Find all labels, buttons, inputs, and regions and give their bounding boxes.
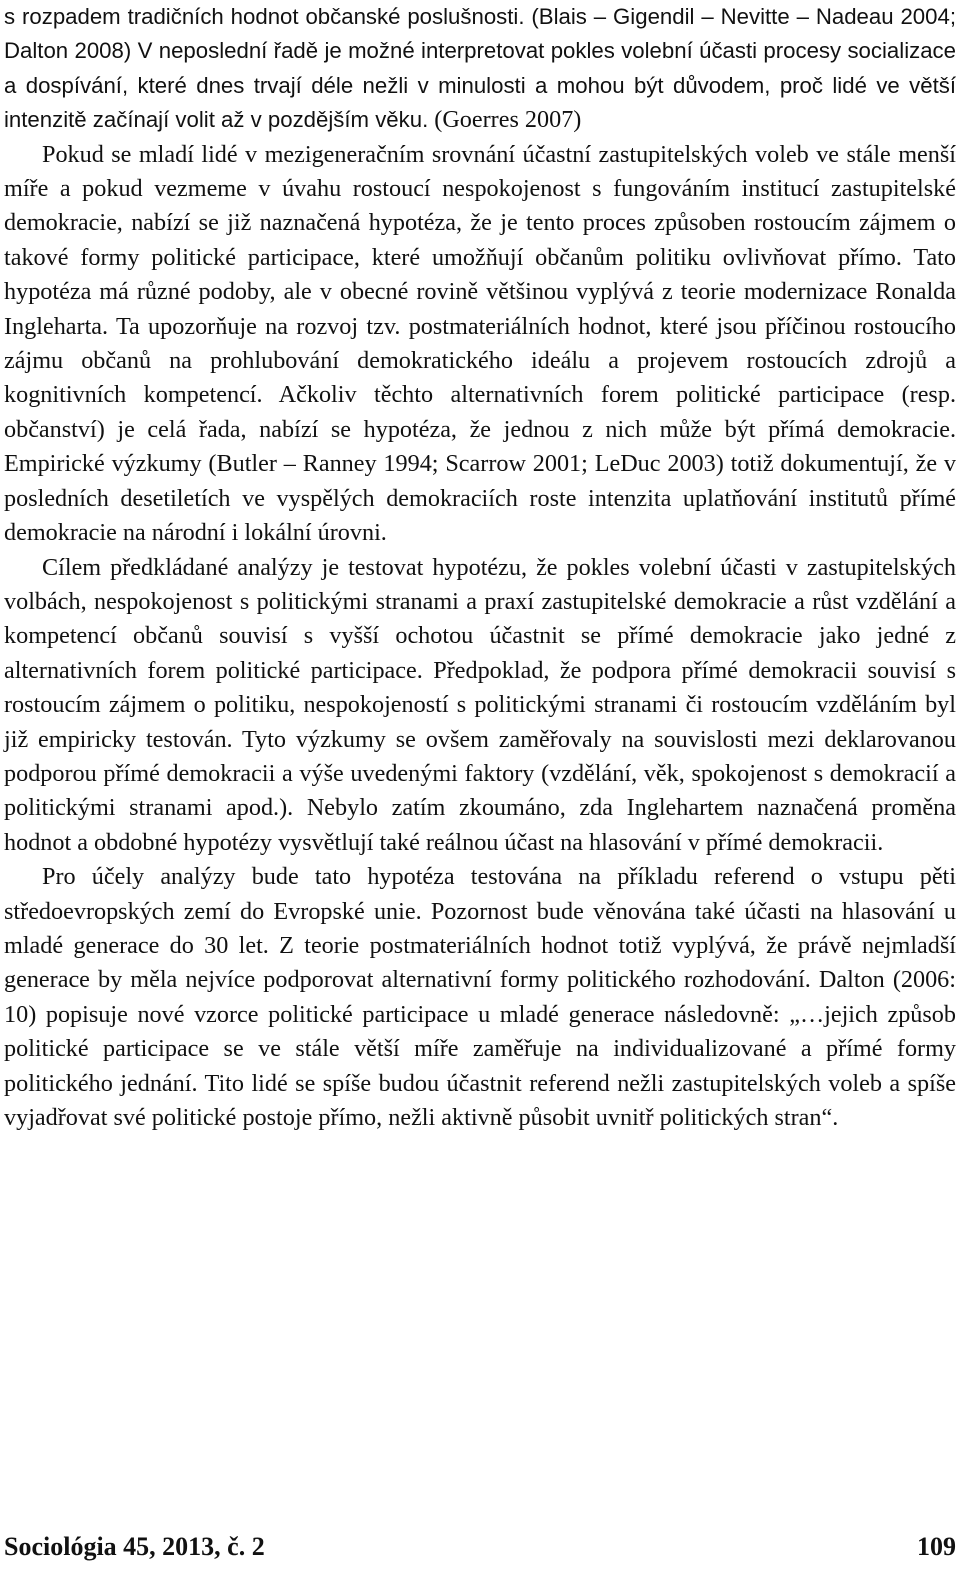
paragraph-1-citation: (Goerres 2007) bbox=[428, 106, 582, 134]
paragraph-2: Pokud se mladí lidé v mezigeneračním srovnání účastní zastupitelských voleb ve stále menší míře a pokud vezmeme v úvahu rostoucí nespokojenost s fungováním institucí zastupitelské demokracie, nabízí se již naznačená hypotéza, že je tento proces způsoben rostoucím zájmem o takové formy politické participace, které umožňují občanům politiku ovlivňovat přímo. Tato hypotéza má různé podoby, ale v obecné rovině většinou vyplývá z teorie modernizace Ronalda Ingleharta. Ta upozorňuje na rozvoj tzv. postmateriálních hodnot, které jsou příčinou rostoucího zájmu občanů na prohlubování demokratického ideálu a projevem rostoucích zdrojů a kognitivních kompetencí. Ačkoliv těchto alternativních forem politické participace (resp. občanství) je celá řada, nabízí se hypotéza, že jednou z nich může být přímá demokracie. Empirické výzkumy (Butler – Ranney 1994; Scarrow 2001; LeDuc 2003) totiž dokumentují, že v posledních desetiletích ve vyspělých demokraciích roste intenzita uplatňování institutů přímé demokracie na národní i lokální úrovni. bbox=[4, 140, 956, 547]
paragraph-1-sans-text: s rozpadem tradičních hodnot občanské poslušnosti. (Blais – Gigendil – Nevitte – Nadeau 2004; Dalton 2008) V neposlední řadě je možné interpretovat pokles volební účasti procesy socializace a dospívání, které dnes trvají déle nežli v minulosti a mohou být důvodem, proč lidé ve větší intenzitě začínají volit až v pozdějším věku. bbox=[4, 4, 956, 133]
paragraph-4: Pro účely analýzy bude tato hypotéza testována na příkladu referend o vstupu pěti středoevropských zemí do Evropské unie. Pozornost bude věnována také účasti na hlasování u mladé generace do 30 let. Z teorie postmateriálních hodnot totiž vyplývá, že právě nejmladší generace by měla nejvíce podporovat alternativní formy politického rozhodování. Dalton (2006: 10) popisuje nové vzorce politické participace u mladé generace následovně: „…jejich způsob politické participace se ve stále větší míře zaměřuje na individualizované a přímé formy politického jednání. Tito lidé se spíše budou účastnit referend nežli zastupitelských voleb a spíše vyjadřovat své politické postoje přímo, nežli aktivně působit uvnitř politických stran“. bbox=[4, 863, 956, 1131]
page-number: 109 bbox=[917, 1532, 956, 1561]
paragraph-3: Cílem předkládané analýzy je testovat hypotézu, že pokles volební účasti v zastupitelských volbách, nespokojenost s politickými stranami a praxí zastupitelské demokracie a růst vzdělání a kompetencí občanů souvisí s vyšší ochotou účastnit se přímé demokracie jako jedné z alternativních forem politické participace. Předpoklad, že podpora přímé demokracii souvisí s rostoucím zájmem o politiku, nespokojeností s politickými stranami či rostoucím vzděláním byl již empiricky testován. Tyto výzkumy se ovšem zaměřovaly na souvislosti mezi deklarovanou podporou přímé demokracii a výše uvedenými faktory (vzdělání, věk, spokojenost s demokracií a politickými stranami apod.). Nebylo zatím zkoumáno, zda Inglehartem naznačená proměna hodnot a obdobné hypotézy vysvětlují také reálnou účast na hlasování v přímé demokracii. bbox=[4, 553, 956, 856]
paragraph-1 bbox=[4, 0, 956, 138]
page-footer bbox=[4, 1532, 956, 1562]
page-body bbox=[4, 0, 956, 1135]
journal-citation: Sociológia 45, 2013, č. 2 bbox=[4, 1532, 265, 1561]
